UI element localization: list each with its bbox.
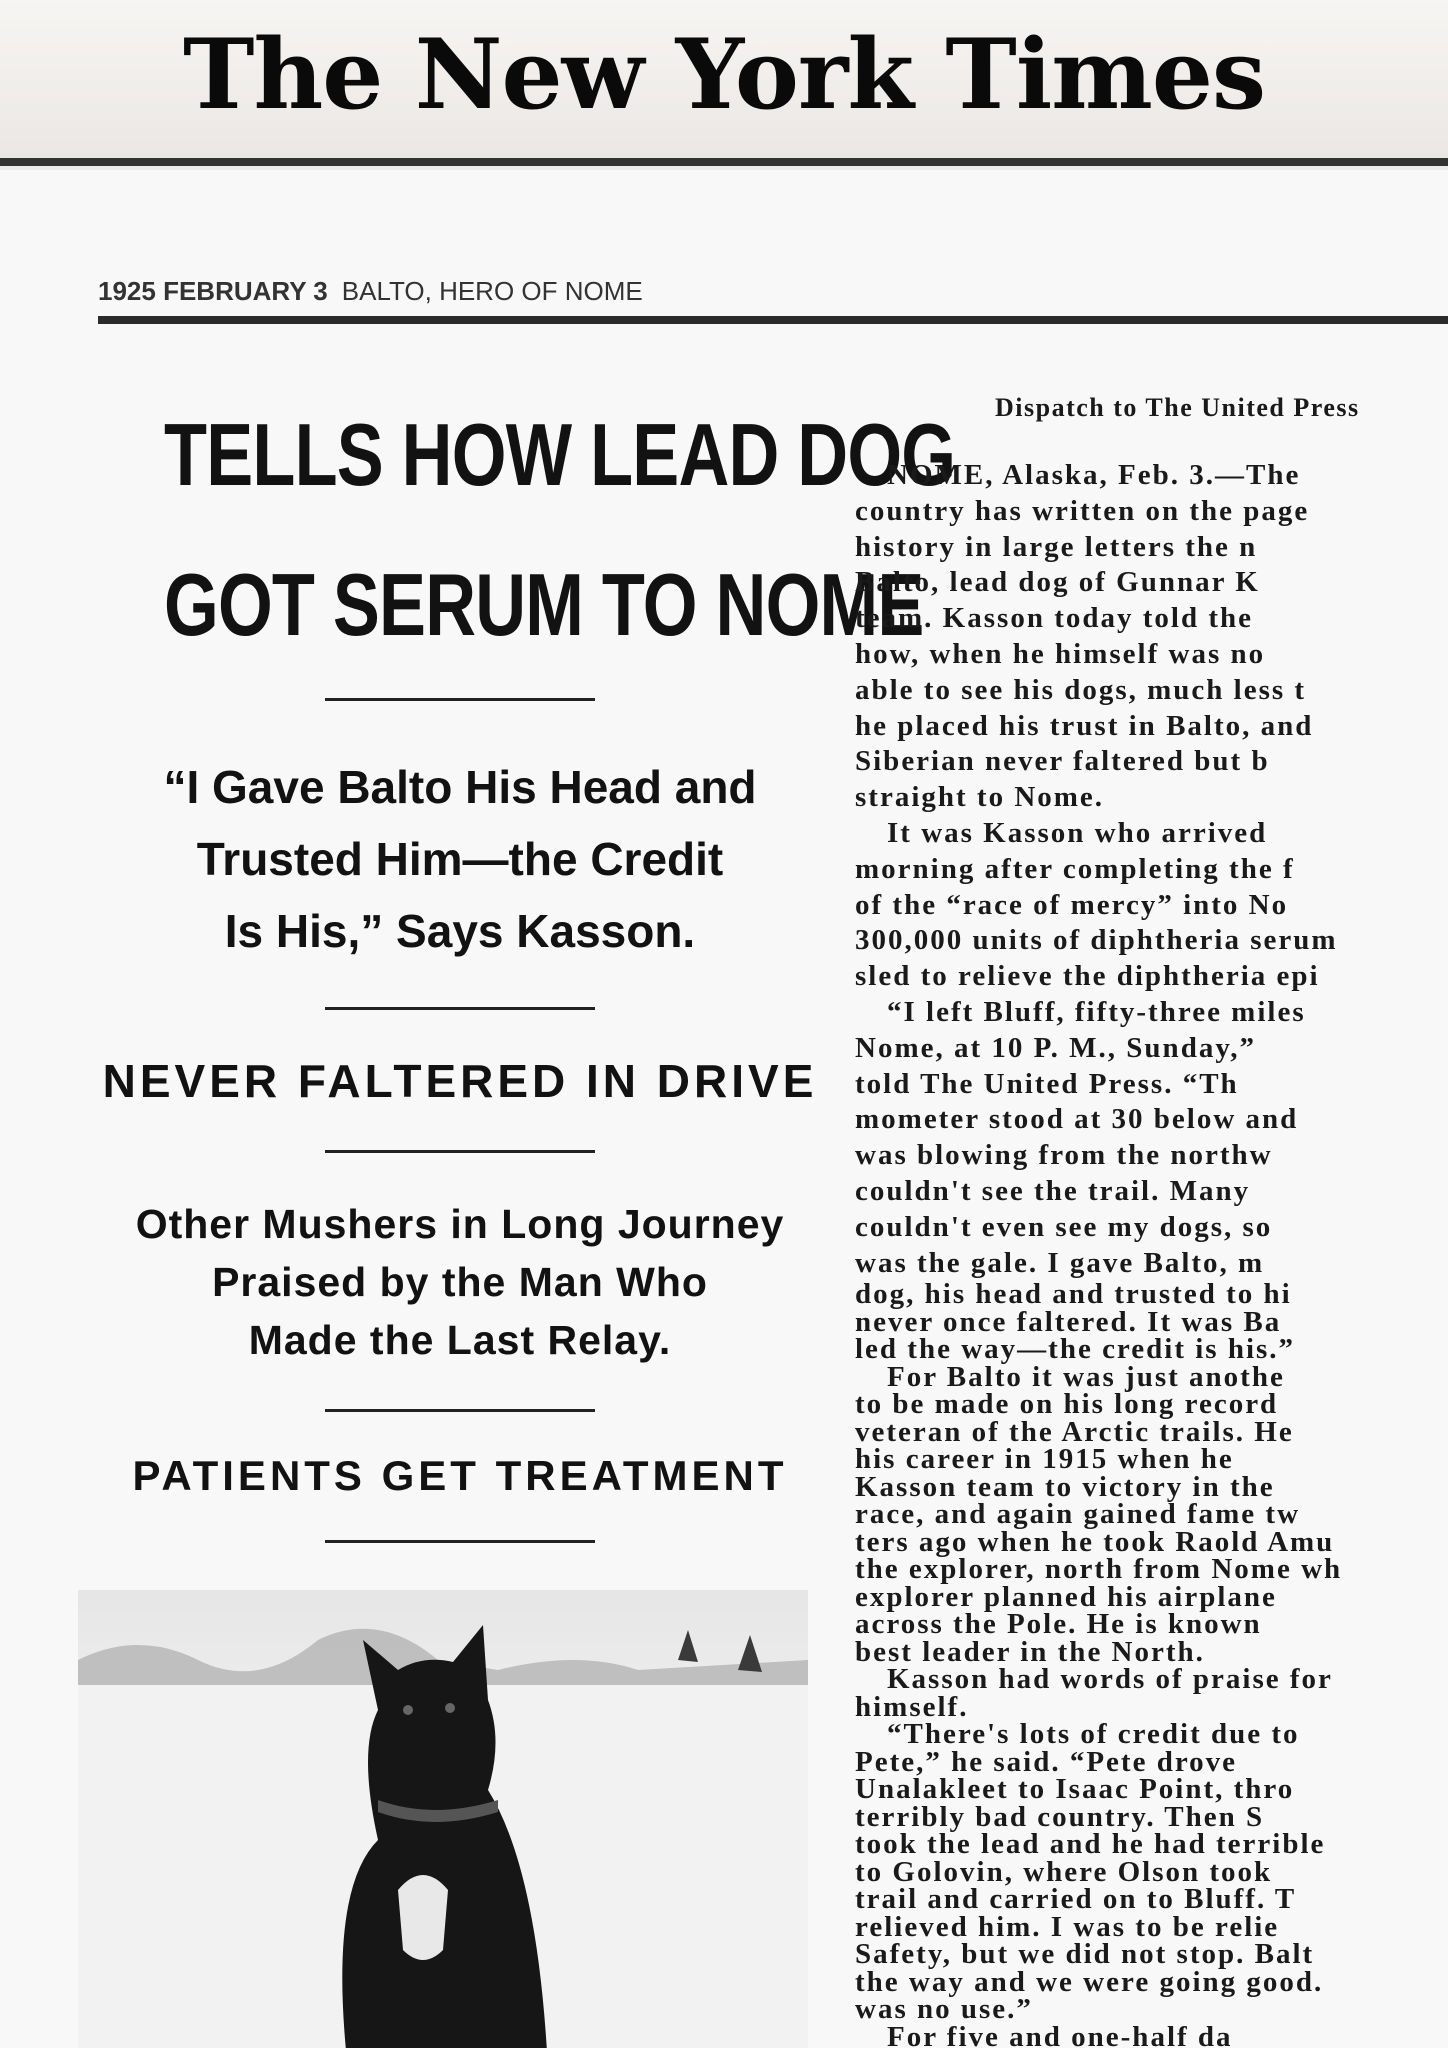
article-body <box>855 458 1448 2048</box>
dispatch-credit: Dispatch to The United Press <box>995 393 1360 422</box>
article-line: Balto, lead dog of Gunnar K <box>855 566 1260 599</box>
article-line: led the way—the credit is his.” <box>855 1333 1296 1366</box>
subhead-patients: PATIENTS GET TREATMENT <box>132 1452 788 1499</box>
article-line: dog, his head and trusted to hi <box>855 1278 1292 1311</box>
article-line: “There's lots of credit due to <box>887 1718 1300 1751</box>
article-line: was no use.” <box>855 1993 1033 2026</box>
article-line: race, and again gained fame tw <box>855 1498 1301 1531</box>
article-line: morning after completing the f <box>855 852 1295 885</box>
masthead-divider <box>0 158 1448 166</box>
article-line: relieved him. I was to be relie <box>855 1910 1280 1943</box>
article-line: 300,000 units of diphtheria serum <box>855 924 1338 957</box>
masthead <box>0 0 1448 160</box>
subhead-mushers-line-2: Praised by the Man Who <box>212 1259 708 1305</box>
headline-column <box>90 380 956 1543</box>
newspaper-page <box>0 170 1448 2048</box>
article-line: For five and one-half da <box>887 2020 1233 2048</box>
subhead-quote-line-1: “I Gave Balto His Head and <box>163 761 757 813</box>
article-line: the way and we were going good. <box>855 1965 1324 1998</box>
archive-section: BALTO, HERO OF NOME <box>341 276 643 306</box>
article-line: history in large letters the n <box>855 530 1258 563</box>
article-line: terribly bad country. Then S <box>855 1800 1265 1833</box>
subhead-mushers-line-1: Other Mushers in Long Journey <box>135 1201 785 1247</box>
article-line: couldn't see the trail. Many <box>855 1174 1251 1207</box>
article-line: trail and carried on to Bluff. T <box>855 1883 1297 1916</box>
article-line: never once faltered. It was Ba <box>855 1305 1282 1338</box>
article-line: Kasson had words of praise for <box>887 1663 1333 1696</box>
article-line: told The United Press. “Th <box>855 1067 1239 1100</box>
subhead-quote-line-2: Trusted Him—the Credit <box>196 833 724 885</box>
article-line: Safety, but we did not stop. Balt <box>855 1938 1315 1971</box>
article-line: his career in 1915 when he <box>855 1443 1234 1476</box>
balto-photo-illustration <box>78 1590 808 2048</box>
article-line: ters ago when he took Raold Amu <box>855 1525 1335 1558</box>
article-line: mometer stood at 30 below and <box>855 1103 1299 1136</box>
article-line: Nome, at 10 P. M., Sunday,” <box>855 1031 1256 1064</box>
balto-photo <box>78 1590 808 2048</box>
dateline-rule <box>98 316 1448 324</box>
article-line: For Balto it was just anothe <box>887 1360 1285 1393</box>
article-column <box>855 390 1448 2048</box>
headline-divider <box>325 1007 595 1010</box>
article-line: team. Kasson today told the <box>855 602 1253 635</box>
article-line: was blowing from the northw <box>855 1139 1273 1172</box>
article-line: Pete,” he said. “Pete drove <box>855 1745 1238 1778</box>
article-line: Unalakleet to Isaac Point, thro <box>855 1773 1295 1806</box>
article-line: himself. <box>855 1690 969 1723</box>
article-line: couldn't even see my dogs, so <box>855 1210 1273 1243</box>
masthead-logo[interactable]: The New York Times <box>183 18 1265 131</box>
article-line: Siberian never faltered but b <box>855 745 1270 778</box>
article-line: how, when he himself was no <box>855 637 1266 670</box>
article-line: to Golovin, where Olson took <box>855 1855 1273 1888</box>
article-line: to be made on his long record <box>855 1388 1279 1421</box>
article-line: the explorer, north from Nome wh <box>855 1553 1343 1586</box>
article-line: Kasson team to victory in the <box>855 1470 1275 1503</box>
article-line: explorer planned his airplane <box>855 1580 1277 1613</box>
article-line: country has written on the page <box>855 494 1310 527</box>
subhead-never-faltered: NEVER FALTERED IN DRIVE <box>102 1055 818 1107</box>
article-line: NOME, Alaska, Feb. 3.—The <box>887 459 1301 491</box>
article-line: It was Kasson who arrived <box>887 816 1268 849</box>
article-line: straight to Nome. <box>855 781 1105 814</box>
article-line: across the Pole. He is known <box>855 1608 1262 1641</box>
subhead-quote-line-3: Is His,” Says Kasson. <box>224 905 696 957</box>
article-line: he placed his trust in Balto, and <box>855 709 1314 742</box>
article-line: “I left Bluff, fifty-three miles <box>887 995 1306 1028</box>
subhead-mushers-line-3: Made the Last Relay. <box>248 1317 672 1363</box>
article-line: able to see his dogs, much less t <box>855 673 1307 706</box>
article-line: was the gale. I gave Balto, m <box>855 1246 1265 1279</box>
article-line: took the lead and he had terrible <box>855 1828 1326 1861</box>
headline-main-line-1: TELLS HOW LEAD DOG <box>164 405 956 504</box>
article-line: sled to relieve the diphtheria epi <box>855 960 1320 993</box>
article-line: veteran of the Arctic trails. He <box>855 1415 1294 1448</box>
archive-dateline <box>98 276 643 307</box>
article-line: best leader in the North. <box>855 1635 1205 1668</box>
article-line: of the “race of mercy” into No <box>855 888 1289 921</box>
headline-main-line-2: GOT SERUM TO NOME <box>164 555 924 654</box>
archive-date: 1925 FEBRUARY 3 <box>98 276 328 306</box>
headline-divider <box>325 1409 595 1412</box>
headline-divider <box>325 1540 595 1543</box>
